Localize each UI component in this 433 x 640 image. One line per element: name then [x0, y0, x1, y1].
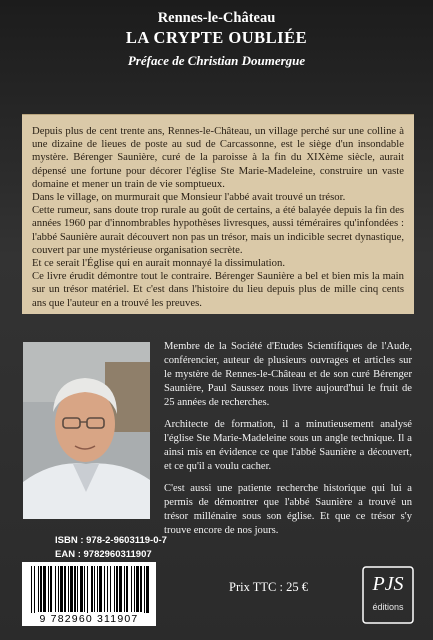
barcode-bar: [136, 566, 139, 612]
barcode-bar: [94, 566, 95, 612]
barcode-bar: [48, 566, 49, 612]
barcode-bar: [114, 566, 115, 612]
barcode-digits: 9 782960 311907: [22, 613, 156, 625]
barcode-bar: [146, 566, 149, 616]
barcode-bar: [60, 566, 63, 612]
barcode-bar: [58, 566, 59, 612]
summary-paragraph: Cette rumeur, sans doute trop rurale au goût de certains, a été balayée depuis la fin des années 1960 par d'innombrables hypothèses livresques, aussi téméraires qu'infondées : l'abbé Saunière aurait découvert non pas un trésor, mais un indicible secret dynastique, couvert par une mystérieuse organisation secrète.: [32, 204, 404, 256]
barcode-bar: [38, 566, 39, 612]
barcode-bar: [70, 566, 73, 612]
barcode-bar: [34, 566, 35, 616]
barcode-bar: [97, 566, 98, 612]
barcode-bar: [104, 566, 105, 612]
series-title: Rennes-le-Château: [157, 10, 276, 26]
barcode-bar: [40, 566, 42, 612]
barcode-bar: [84, 566, 85, 612]
summary-paragraph: Ce livre érudit démontre tout le contraire. Bérenger Saunière a bel et bien mis la main sur un trésor matériel. Et c'est dans l'histoire du lieu depuis plus de mille cinq cents ans que l'auteur en a trouvé les preuves.: [32, 270, 404, 309]
barcode-bar: [55, 566, 56, 612]
barcode-bar: [74, 566, 76, 612]
bio-paragraph: Membre de la Société d'Etudes Scientifiques de l'Aude, conférencier, auteur de plusieurs ouvrages et articles sur le mystère de Rennes-le-Château et de son curé Bérenger Saunière, Paul Saussez nous livre aujourd'hui le fruit de 25 années de recherches.: [164, 341, 412, 408]
isbn-block: [55, 534, 167, 562]
barcode-bar: [119, 566, 122, 612]
barcode-bar: [31, 566, 32, 616]
barcode-bar: [124, 566, 125, 612]
barcode-bar: [68, 566, 69, 612]
barcode-bar: [116, 566, 118, 612]
isbn-number: ISBN : 978-2-9603119-0-7: [55, 535, 167, 546]
author-photo: [23, 342, 150, 519]
publisher-logo: [362, 566, 414, 624]
barcode-bar: [99, 566, 102, 612]
ean-number: EAN : 9782960311907: [55, 549, 152, 560]
summary-panel: [22, 114, 414, 314]
barcode-bar: [134, 566, 135, 612]
barcode-bar: [131, 566, 132, 612]
barcode-bar: [140, 566, 142, 612]
author-bio: [164, 340, 412, 546]
publisher-logo-subtitle: éditions: [372, 602, 404, 612]
preface-credit: Préface de Christian Doumergue: [127, 53, 306, 68]
book-title: LA CRYPTE OUBLIÉE: [125, 28, 308, 47]
price: Prix TTC : 25 €: [229, 580, 308, 594]
barcode-bar: [91, 566, 93, 612]
barcode: [22, 562, 156, 626]
bio-paragraph: Architecte de formation, il a minutieusement analysé l'église Ste Marie-Madeleine sous un angle technique. Il a ainsi mis en évidence ce que l'abbé Saunière a découvert, et ce qu'il a voulu cacher.: [164, 419, 412, 472]
barcode-bar: [110, 566, 111, 612]
barcode-bar: [50, 566, 52, 612]
publisher-logo-text: PJS: [372, 573, 404, 595]
barcode-bar: [80, 566, 83, 612]
barcode-bar: [87, 566, 88, 616]
summary-paragraph: Depuis plus de cent trente ans, Rennes-le-Château, un village perché sur une colline à une dizaine de lieues de poste au sud de Carcassonne, est le siège d'un insondable mystère. Bérenger Saunière, curé de la paroisse à la fin du XIXème siècle, aurait dépensé une fortune pour décorer l'église Ste Marie-Madeleine, construire un vaste domaine et mener un train de vie somptueux.: [32, 125, 404, 190]
barcode-bar: [77, 566, 78, 612]
summary-paragraph: Dans le village, on murmurait que Monsieur l'abbé avait trouvé un trésor.: [32, 191, 346, 204]
barcode-bar: [43, 566, 46, 612]
barcode-bar: [144, 566, 145, 616]
summary-paragraph: Et ce serait l'Église qui en aurait monnayé la dissimulation.: [32, 257, 286, 270]
bio-paragraph: C'est aussi une patiente recherche historique qui lui a permis de démontrer que l'abbé Saunière a trouvé un trésor millénaire sous son église. Et que ce trésor s'y trouve encore de nos jours.: [164, 483, 412, 536]
barcode-bar: [107, 566, 108, 612]
barcode-bar: [126, 566, 128, 612]
cover-header: [0, 6, 433, 69]
barcode-bar: [64, 566, 66, 612]
